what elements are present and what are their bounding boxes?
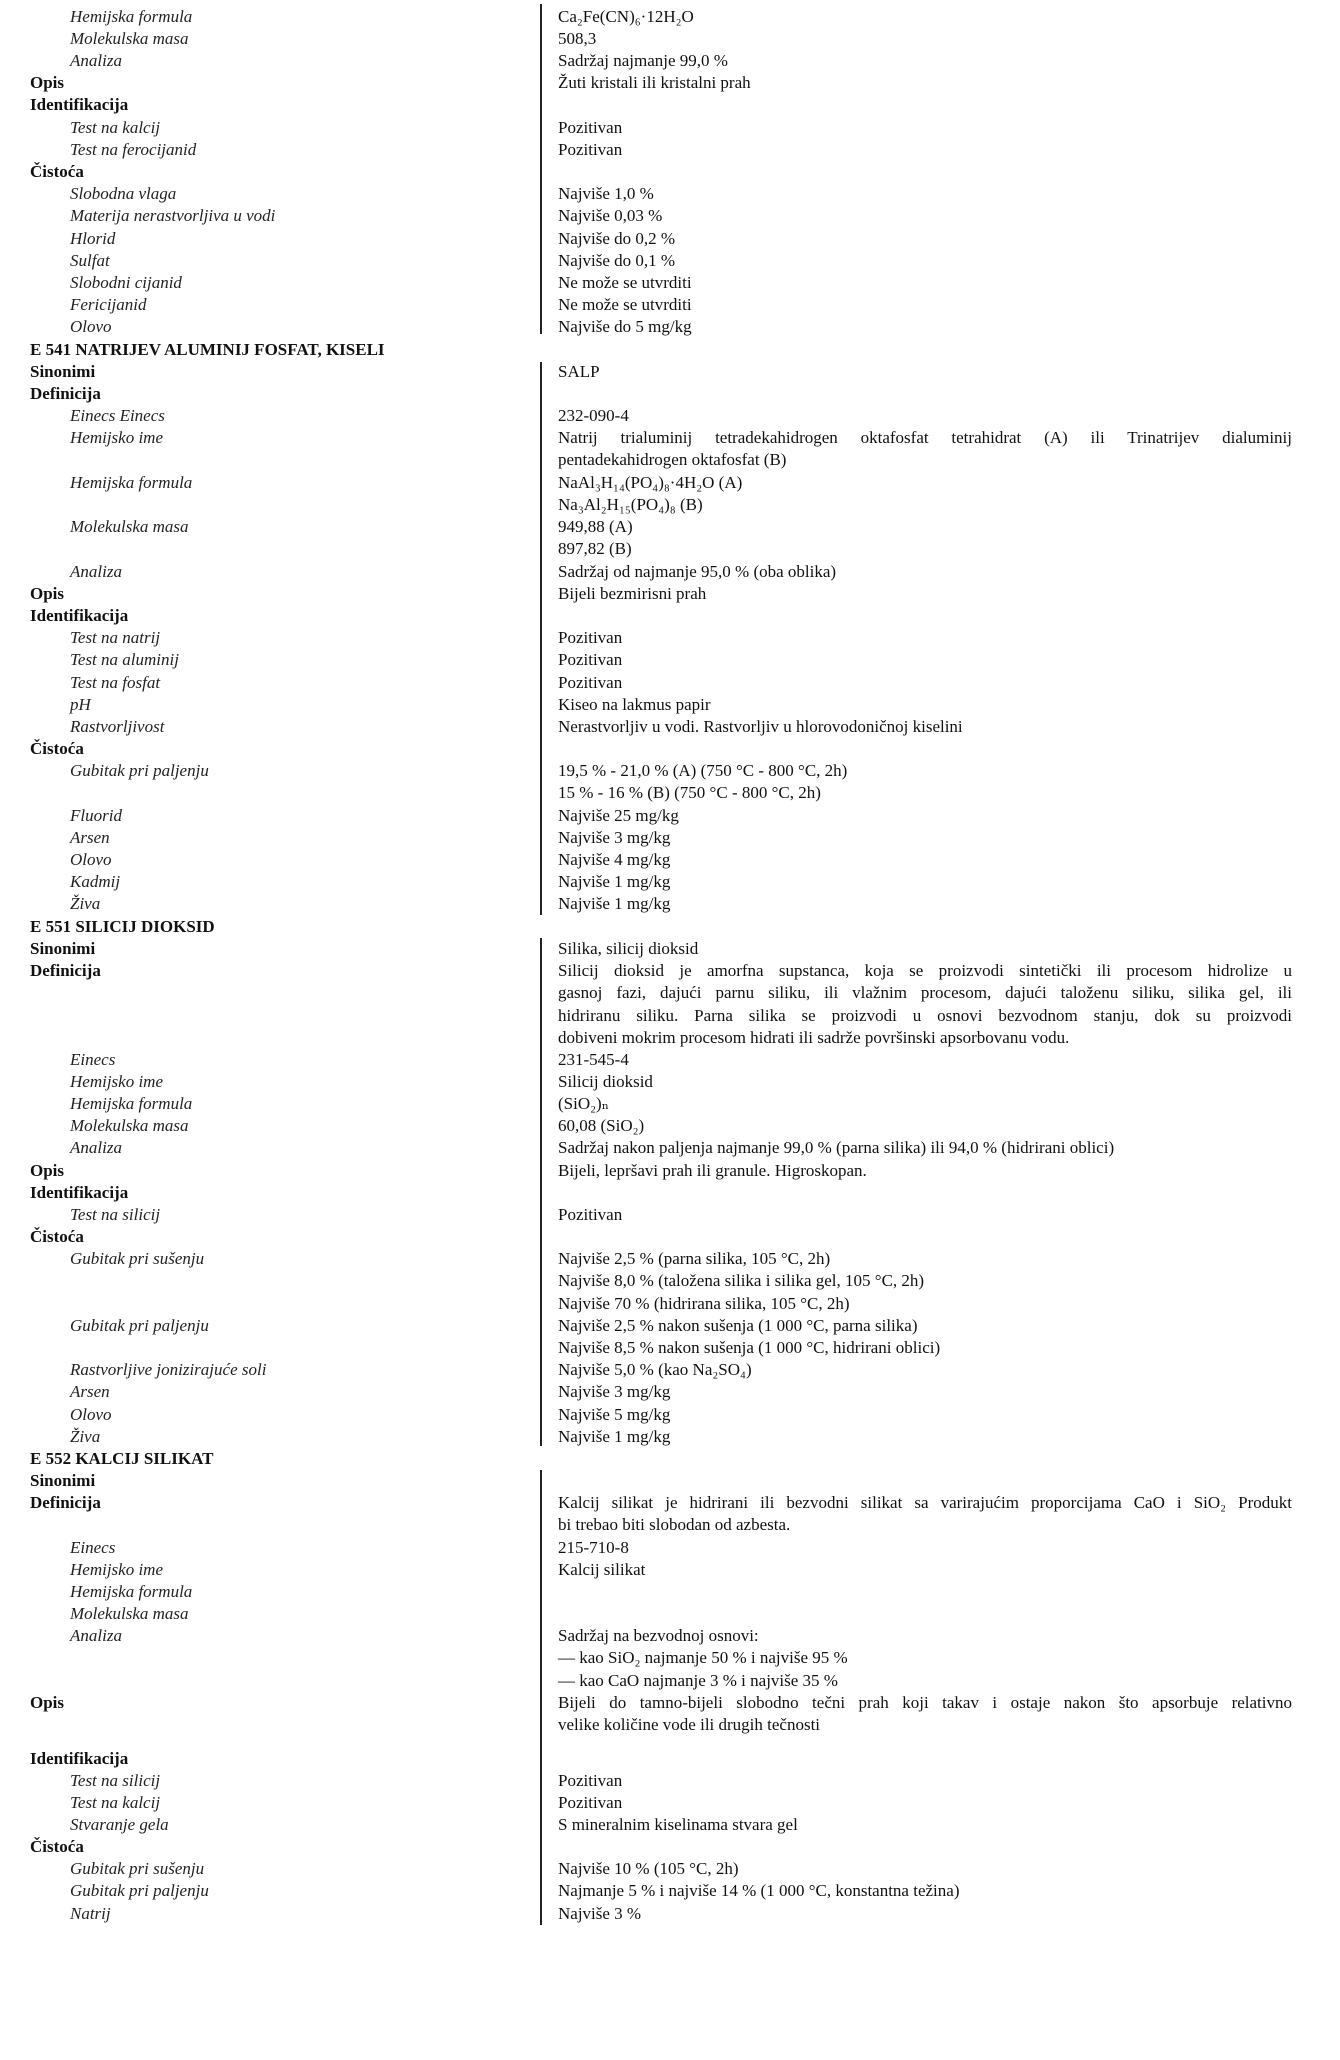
spec-label-test-na-silicij: Test na silicij: [70, 1771, 161, 1790]
spec-label-hemijsko-ime: Hemijsko ime: [70, 428, 164, 447]
spec-label-fericijanid: Fericijanid: [70, 295, 147, 314]
spec-label-sinonimi: Sinonimi: [30, 362, 96, 381]
spec-value: — kao SiO₂ najmanje 50 % i najviše 95 %: [558, 1648, 848, 1668]
spec-label-test-na-kalcij: Test na kalcij: [70, 118, 161, 137]
spec-value: Pozitivan: [558, 628, 623, 647]
spec-row: [0, 760, 1340, 803]
spec-row: [0, 1581, 1340, 1603]
spec-label-identifikacija: Identifikacija: [30, 1183, 129, 1202]
spec-row: [0, 1880, 1340, 1902]
section-heading: E 551 SILICIJ DIOKSID: [30, 917, 215, 936]
spec-row: [0, 1137, 1340, 1159]
spec-label-cistoca: Čistoća: [30, 739, 84, 758]
spec-value: Najviše do 5 mg/kg: [558, 317, 692, 336]
spec-label-kadmij: Kadmij: [70, 872, 121, 891]
section-heading: E 552 KALCIJ SILIKAT: [30, 1449, 214, 1468]
spec-value: 949,88 (A): [558, 517, 633, 536]
spec-label-analiza: Analiza: [70, 1138, 122, 1157]
spec-row: [0, 1359, 1340, 1381]
spec-row: [0, 716, 1340, 738]
spec-label-hemijska-formula: Hemijska formula: [70, 473, 193, 492]
spec-label-einecs: Einecs: [70, 1538, 116, 1557]
spec-row: [0, 827, 1340, 849]
spec-row: [0, 1315, 1340, 1358]
spec-label-analiza: Analiza: [70, 562, 122, 581]
spec-row: [0, 1426, 1340, 1448]
spec-value: Najviše 3 %: [558, 1904, 642, 1923]
spec-row: [0, 1537, 1340, 1559]
spec-label-gubitak-pri-paljenju: Gubitak pri paljenju: [70, 1316, 209, 1335]
spec-row: [0, 1692, 1340, 1735]
spec-label-test-na-kalcij: Test na kalcij: [70, 1793, 161, 1812]
spec-row: [0, 605, 1340, 627]
spec-label-materija-nerastvorljiva-u-vodi: Materija nerastvorljiva u vodi: [70, 206, 276, 225]
section-heading: E 541 NATRIJEV ALUMINIJ FOSFAT, KISELI: [30, 340, 385, 359]
spec-row: [0, 1248, 1340, 1313]
spec-row: [0, 316, 1340, 338]
spec-value: Najviše 5,0 % (kao Na₂SO₄): [558, 1360, 752, 1379]
spec-value: 19,5 % - 21,0 % (A) (750 °C - 800 °C, 2h): [558, 761, 848, 780]
spec-label-definicija: Definicija: [30, 1493, 101, 1512]
spec-value: Najviše 1 mg/kg: [558, 872, 671, 891]
spec-value: Najviše do 0,2 %: [558, 229, 676, 248]
spec-row: [0, 938, 1340, 960]
spec-value: Najviše 5 mg/kg: [558, 1405, 671, 1424]
spec-row: [0, 1093, 1340, 1115]
spec-value: Najviše 0,03 %: [558, 206, 663, 225]
spec-value: Najviše 2,5 % nakon sušenja (1 000 °C, parna silika): [558, 1316, 918, 1335]
spec-label-stvaranje-gela: Stvaranje gela: [70, 1815, 169, 1834]
spec-label-gubitak-pri-susenju: Gubitak pri sušenju: [70, 1249, 205, 1268]
spec-value: Žuti kristali ili kristalni prah: [558, 73, 751, 92]
spec-value: Najviše 70 % (hidrirana silika, 105 °C, 2h): [558, 1293, 850, 1313]
spec-label-arsen: Arsen: [70, 1382, 110, 1401]
spec-label-sulfat: Sulfat: [70, 251, 110, 270]
spec-value: Pozitivan: [558, 650, 623, 669]
spec-row: [0, 50, 1340, 72]
spec-label-gubitak-pri-susenju: Gubitak pri sušenju: [70, 1859, 205, 1878]
spec-value: 15 % - 16 % (B) (750 °C - 800 °C, 2h): [558, 783, 821, 803]
spec-value: SALP: [558, 362, 600, 381]
spec-row: [0, 649, 1340, 671]
spec-label-cistoca: Čistoća: [30, 1837, 84, 1856]
spec-label-slobodni-cijanid: Slobodni cijanid: [70, 273, 182, 292]
spec-value: Najviše 1,0 %: [558, 184, 654, 203]
spec-value: 231-545-4: [558, 1050, 629, 1069]
spec-value: Ne može se utvrditi: [558, 273, 692, 292]
spec-row: [0, 561, 1340, 583]
spec-row: [0, 1492, 1340, 1535]
spec-label-test-na-ferocijanid: Test na ferocijanid: [70, 140, 197, 159]
spec-row: [0, 1625, 1340, 1690]
spec-label-gubitak-pri-paljenju: Gubitak pri paljenju: [70, 1881, 209, 1900]
spec-label-definicija: Definicija: [30, 961, 101, 980]
spec-row: [0, 516, 1340, 559]
spec-label-ph: pH: [70, 695, 91, 714]
spec-value: Kiseo na lakmus papir: [558, 695, 711, 714]
spec-row: [0, 1381, 1340, 1403]
spec-value: pentadekahidrogen oktafosfat (B): [558, 450, 787, 470]
spec-value: Najviše 4 mg/kg: [558, 850, 671, 869]
spec-label-natrij: Natrij: [70, 1904, 111, 1923]
spec-value: Sadržaj od najmanje 95,0 % (oba oblika): [558, 562, 837, 581]
spec-row: [0, 1903, 1340, 1925]
spec-row: [0, 28, 1340, 50]
spec-label-fluorid: Fluorid: [70, 806, 122, 825]
spec-value: Bijeli bezmirisni prah: [558, 584, 707, 603]
spec-row: [0, 849, 1340, 871]
spec-label-test-na-fosfat: Test na fosfat: [70, 673, 161, 692]
spec-label-test-na-silicij: Test na silicij: [70, 1205, 161, 1224]
spec-row: [0, 1603, 1340, 1625]
spec-value: Najviše 8,0 % (taložena silika i silika gel, 105 °C, 2h): [558, 1271, 925, 1291]
spec-value: S mineralnim kiselinama stvara gel: [558, 1815, 798, 1834]
spec-row: [0, 1049, 1340, 1071]
spec-row: [0, 893, 1340, 915]
spec-row: [0, 1404, 1340, 1426]
spec-row: [0, 139, 1340, 161]
spec-label-ziva: Živa: [70, 1427, 101, 1446]
spec-row: [0, 1858, 1340, 1880]
spec-label-hemijska-formula: Hemijska formula: [70, 1582, 193, 1601]
spec-label-opis: Opis: [30, 1161, 65, 1180]
spec-row: [0, 1814, 1340, 1836]
spec-row: [0, 228, 1340, 250]
spec-row: [0, 1559, 1340, 1581]
spec-row: [0, 1748, 1340, 1770]
spec-row: [0, 960, 1340, 1047]
spec-label-einecs: Einecs: [70, 1050, 116, 1069]
spec-label-molekulska-masa: Molekulska masa: [70, 1116, 189, 1135]
spec-row: [0, 1204, 1340, 1226]
spec-row: [0, 1836, 1340, 1858]
spec-label-molekulska-masa: Molekulska masa: [70, 1604, 189, 1623]
spec-value: Bijeli, lepršavi prah ili granule. Higroskopan.: [558, 1161, 867, 1180]
spec-label-cistoca: Čistoća: [30, 1227, 84, 1246]
spec-label-sinonimi: Sinonimi: [30, 939, 96, 958]
spec-value: Najviše 1 mg/kg: [558, 894, 671, 913]
spec-label-ziva: Živa: [70, 894, 101, 913]
spec-value: Silika, silicij dioksid: [558, 939, 699, 958]
spec-label-molekulska-masa: Molekulska masa: [70, 517, 189, 536]
spec-label-einecs-einecs: Einecs Einecs: [70, 406, 165, 425]
spec-row: [0, 694, 1340, 716]
spec-value: Pozitivan: [558, 1205, 623, 1224]
spec-value: — kao CaO najmanje 3 % i najviše 35 %: [558, 1670, 838, 1690]
spec-value: Nerastvorljiv u vodi. Rastvorljiv u hlorovodoničnoj kiselini: [558, 717, 963, 736]
spec-row: [0, 272, 1340, 294]
spec-value: Kalcij silikat: [558, 1560, 646, 1579]
spec-label-arsen: Arsen: [70, 828, 110, 847]
spec-value: Najviše 2,5 % (parna silika, 105 °C, 2h): [558, 1249, 831, 1268]
spec-row: [0, 472, 1340, 515]
spec-label-identifikacija: Identifikacija: [30, 1749, 129, 1768]
spec-label-hemijska-formula: Hemijska formula: [70, 1094, 193, 1113]
spec-value: velike količine vode ili drugih tečnosti: [558, 1715, 821, 1735]
spec-row: [0, 1226, 1340, 1248]
spec-row: [0, 383, 1340, 405]
spec-label-olovo: Olovo: [70, 317, 112, 336]
spec-value: Najviše 3 mg/kg: [558, 828, 671, 847]
spec-label-opis: Opis: [30, 73, 65, 92]
spec-row: [0, 1115, 1340, 1137]
spec-value: Pozitivan: [558, 1793, 623, 1812]
spec-value: Na₃Al₂H₁₅(PO₄)₈ (B): [558, 495, 703, 515]
spec-row: [0, 672, 1340, 694]
spec-value: Natrij trialuminij tetradekahidrogen oktafosfat tetrahidrat (A) ili Trinatrijev dialuminij: [558, 428, 1292, 447]
spec-label-molekulska-masa: Molekulska masa: [70, 29, 189, 48]
spec-row: [0, 117, 1340, 139]
spec-value: Silicij dioksid je amorfna supstanca, koja se proizvodi sintetički ili procesom hidrolize u: [558, 961, 1292, 980]
spec-value: Ca₂Fe(CN)₆·12H₂O: [558, 7, 694, 26]
spec-label-cistoca: Čistoća: [30, 162, 84, 181]
spec-value: Najviše 10 % (105 °C, 2h): [558, 1859, 739, 1878]
spec-value: (SiO₂)ₙ: [558, 1094, 610, 1113]
spec-row: [0, 1160, 1340, 1182]
spec-row: [0, 738, 1340, 760]
spec-row: [0, 72, 1340, 94]
spec-row: [0, 1470, 1340, 1492]
spec-value: 232-090-4: [558, 406, 629, 425]
spec-value: Pozitivan: [558, 673, 623, 692]
spec-value: Sadržaj nakon paljenja najmanje 99,0 % (parna silika) ili 94,0 % (hidrirani oblici): [558, 1138, 1115, 1157]
spec-row: [0, 1071, 1340, 1093]
spec-label-olovo: Olovo: [70, 850, 112, 869]
spec-label-gubitak-pri-paljenju: Gubitak pri paljenju: [70, 761, 209, 780]
spec-row: [0, 583, 1340, 605]
spec-label-rastvorljive-jonizirajuce-soli: Rastvorljive jonizirajuće soli: [70, 1360, 267, 1379]
spec-value: Sadržaj na bezvodnoj osnovi:: [558, 1626, 759, 1645]
spec-value: gasnoj fazi, dajući parnu siliku, ili vlažnim procesom, dajući taloženu siliku, silika gel, ili: [558, 983, 1292, 1003]
spec-value: Sadržaj najmanje 99,0 %: [558, 51, 728, 70]
spec-value: Kalcij silikat je hidrirani ili bezvodni silikat sa varirajućim proporcijama CaO i SiO₂ Produkt: [558, 1493, 1292, 1512]
spec-value: Najviše 8,5 % nakon sušenja (1 000 °C, hidrirani oblici): [558, 1338, 941, 1358]
spec-label-hemijska-formula: Hemijska formula: [70, 7, 193, 26]
spec-label-slobodna-vlaga: Slobodna vlaga: [70, 184, 177, 203]
spec-value: bi trebao biti slobodan od azbesta.: [558, 1515, 791, 1535]
spec-row: [0, 6, 1340, 28]
spec-label-definicija: Definicija: [30, 384, 101, 403]
spec-label-olovo: Olovo: [70, 1405, 112, 1424]
spec-row: [0, 361, 1340, 383]
spec-value: 215-710-8: [558, 1538, 629, 1557]
spec-row: [0, 94, 1340, 116]
spec-row: [0, 294, 1340, 316]
spec-label-test-na-natrij: Test na natrij: [70, 628, 161, 647]
spec-label-analiza: Analiza: [70, 51, 122, 70]
spec-value: Najviše 1 mg/kg: [558, 1427, 671, 1446]
spec-value: Ne može se utvrditi: [558, 295, 692, 314]
spec-label-test-na-aluminij: Test na aluminij: [70, 650, 179, 669]
spec-label-hemijsko-ime: Hemijsko ime: [70, 1072, 164, 1091]
spec-label-analiza: Analiza: [70, 1626, 122, 1645]
spec-value: Pozitivan: [558, 118, 623, 137]
spec-row: [0, 205, 1340, 227]
spec-value: 897,82 (B): [558, 539, 632, 559]
spec-value: Najviše do 0,1 %: [558, 251, 676, 270]
spec-value: 508,3: [558, 29, 597, 48]
spec-value: Najviše 25 mg/kg: [558, 806, 679, 825]
spec-label-hemijsko-ime: Hemijsko ime: [70, 1560, 164, 1579]
spec-value: Najmanje 5 % i najviše 14 % (1 000 °C, konstantna težina): [558, 1881, 960, 1900]
spec-value: Najviše 3 mg/kg: [558, 1382, 671, 1401]
spec-row: [0, 871, 1340, 893]
spec-value: Pozitivan: [558, 140, 623, 159]
spec-row: [0, 627, 1340, 649]
spec-row: [0, 250, 1340, 272]
spec-label-identifikacija: Identifikacija: [30, 606, 129, 625]
spec-value: Bijeli do tamno-bijeli slobodno tečni prah koji takav i ostaje nakon što apsorbuje relativno: [558, 1693, 1292, 1712]
spec-row: [0, 427, 1340, 470]
spec-label-hlorid: Hlorid: [70, 229, 116, 248]
spec-value: NaAl₃H₁₄(PO₄)₈·4H₂O (A): [558, 473, 743, 492]
spec-row: [0, 1182, 1340, 1204]
spec-row: [0, 1770, 1340, 1792]
spec-row: [0, 805, 1340, 827]
spec-row: [0, 1792, 1340, 1814]
spec-label-sinonimi: Sinonimi: [30, 1471, 96, 1490]
spec-row: [0, 405, 1340, 427]
spec-label-rastvorljivost: Rastvorljivost: [70, 717, 165, 736]
spec-label-opis: Opis: [30, 584, 65, 603]
spec-label-identifikacija: Identifikacija: [30, 95, 129, 114]
spec-value: hidriranu siliku. Parna silika se proizvodi u osnovi bezvodnom stanju, dok su proizvodi: [558, 1005, 1292, 1025]
spec-value: Silicij dioksid: [558, 1072, 653, 1091]
spec-value: Pozitivan: [558, 1771, 623, 1790]
spec-value: 60,08 (SiO₂): [558, 1116, 645, 1135]
spec-value: dobiveni mokrim procesom hidrati ili sadrže površinski apsorbovanu vodu.: [558, 1027, 1070, 1047]
spec-row: [0, 161, 1340, 183]
spec-label-opis: Opis: [30, 1693, 65, 1712]
spec-row: [0, 183, 1340, 205]
